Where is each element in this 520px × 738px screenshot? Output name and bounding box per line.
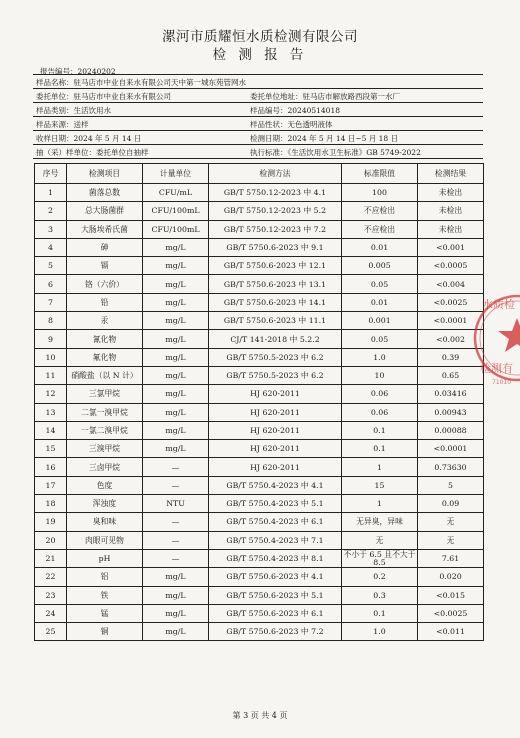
row-limit: 不应检出 [342,202,418,220]
row-result: 0.09 [418,495,484,513]
row-item: 一氯二溴甲烷 [67,421,143,439]
row-index: 20 [35,531,67,549]
row-item: 臭和味 [67,513,143,531]
row-unit: mg/L [143,440,209,458]
row-item: 铬（六价） [67,275,143,293]
row-result: <0.001 [418,238,484,256]
col-header-limit: 标准限值 [342,164,418,184]
col-header-result: 检测结果 [418,164,484,184]
table-row [35,330,484,348]
table-row [35,348,484,366]
row-index: 18 [35,495,67,513]
row-item: 锰 [67,604,143,622]
row-method: GB/T 5750.12-2023 中 4.1 [209,184,342,202]
row-item: 氟化物 [67,348,143,366]
col-header-index: 序号 [35,164,67,184]
row-item: 色度 [67,476,143,494]
info-rule [33,88,483,89]
row-unit: CFU/mL [143,184,209,202]
row-index: 25 [35,623,67,641]
row-result: <0.0005 [418,257,484,275]
table-body [35,184,484,641]
table-row [35,312,484,330]
row-result: 0.020 [418,568,484,586]
row-method: GB/T 5750.6-2023 中 6.1 [209,604,342,622]
table-row [35,403,484,421]
row-result: 无 [418,513,484,531]
row-method: HJ 620-2011 [209,403,342,421]
table-row [35,275,484,293]
row-result: <0.0001 [418,440,484,458]
table-row [35,385,484,403]
svg-text:71010: 71010 [492,379,512,386]
row-result: <0.004 [418,275,484,293]
row-index: 24 [35,604,67,622]
standard: 执行标准：《生活饮用水卫生标准》GB 5749-2022 [250,148,421,157]
row-item: 浑浊度 [67,495,143,513]
sample-source: 样品来源：送样 [36,120,89,129]
row-item: 菌落总数 [67,184,143,202]
row-index: 8 [35,312,67,330]
received-date: 收样日期：2024 年 5 月 14 日 [36,134,142,143]
row-limit: 0.1 [342,604,418,622]
client: 委托单位：驻马店市中业自来水有限公司 [36,92,171,101]
row-method: GB/T 5750.6-2023 中 7.2 [209,623,342,641]
info-rule [33,130,483,131]
row-method: GB/T 5750.6-2023 中 5.1 [209,586,342,604]
row-limit: 0.001 [342,312,418,330]
row-result: <0.015 [418,586,484,604]
row-item: pH [67,549,143,567]
row-unit: — [143,476,209,494]
row-item: 三卤甲烷 [67,458,143,476]
row-result: <0.0025 [418,293,484,311]
row-result: 未检出 [418,184,484,202]
row-index: 10 [35,348,67,366]
info-rule [33,158,483,159]
table-row [35,586,484,604]
row-result: 未检出 [418,202,484,220]
row-index: 21 [35,549,67,567]
row-limit: 10 [342,366,418,384]
row-unit: mg/L [143,348,209,366]
row-item: 肉眼可见物 [67,531,143,549]
sample-number: 样品编号：20240514018 [250,106,340,115]
row-limit: 0.1 [342,421,418,439]
row-limit: 1.0 [342,348,418,366]
row-method: CJ/T 141-2018 中 5.2.2 [209,330,342,348]
sample-type: 样品类别：生活饮用水 [36,106,111,115]
row-unit: CFU/100mL [143,202,209,220]
row-method: GB/T 5750.4-2023 中 5.1 [209,495,342,513]
results-table [34,163,484,641]
table-row [35,549,484,567]
table-row [35,184,484,202]
row-unit: — [143,458,209,476]
row-item: 砷 [67,238,143,256]
table-row [35,458,484,476]
row-index: 23 [35,586,67,604]
info-rule [33,116,483,117]
svg-text:水质检: 水质检 [482,298,515,311]
test-date: 检测日期：2024 年 5 月 14 日~5 月 18 日 [250,134,399,143]
header-rule [33,74,483,75]
row-method: GB/T 5750.6-2023 中 12.1 [209,257,342,275]
row-method: GB/T 5750.4-2023 中 7.1 [209,531,342,549]
row-index: 13 [35,403,67,421]
row-limit: 0.06 [342,403,418,421]
row-item: 汞 [67,312,143,330]
row-limit: 不应检出 [342,220,418,238]
row-limit: 0.06 [342,385,418,403]
row-result: 0.00943 [418,403,484,421]
row-unit: mg/L [143,312,209,330]
table-row [35,238,484,256]
row-unit: mg/L [143,257,209,275]
row-method: HJ 620-2011 [209,385,342,403]
row-item: 铜 [67,623,143,641]
row-unit: mg/L [143,275,209,293]
row-result: 0.73630 [418,458,484,476]
row-method: HJ 620-2011 [209,440,342,458]
row-result: 0.39 [418,348,484,366]
row-method: GB/T 5750.6-2023 中 11.1 [209,312,342,330]
row-unit: — [143,531,209,549]
row-limit: 不小于 6.5 且不大于 8.5 [342,549,418,567]
row-unit: mg/L [143,604,209,622]
row-item: 铅 [67,293,143,311]
row-result: 无 [418,531,484,549]
table-row [35,202,484,220]
row-index: 4 [35,238,67,256]
sample-name: 样品名称：驻马店市中业自来水有限公司天中第一城东苑管网水 [36,78,246,87]
table-row [35,568,484,586]
row-item: 镉 [67,257,143,275]
table-row [35,257,484,275]
row-result: 0.03416 [418,385,484,403]
row-index: 11 [35,366,67,384]
row-index: 12 [35,385,67,403]
row-result: 7.61 [418,549,484,567]
table-row [35,440,484,458]
row-limit: 无 [342,531,418,549]
doc-title: 检 测 报 告 [212,47,308,63]
row-method: HJ 620-2011 [209,421,342,439]
row-index: 17 [35,476,67,494]
row-limit: 无异臭，异味 [342,513,418,531]
row-index: 14 [35,421,67,439]
row-unit: mg/L [143,568,209,586]
row-index: 9 [35,330,67,348]
col-header-unit: 计量单位 [143,164,209,184]
row-unit: mg/L [143,238,209,256]
row-item: 铁 [67,586,143,604]
sample-property: 样品性状：无色透明液体 [250,120,333,129]
table-row [35,293,484,311]
row-method: GB/T 5750.6-2023 中 13.1 [209,275,342,293]
row-method: GB/T 5750.6-2023 中 9.1 [209,238,342,256]
row-limit: 0.1 [342,440,418,458]
row-limit: 1.0 [342,623,418,641]
row-limit: 0.01 [342,238,418,256]
info-rule [33,144,483,145]
table-row [35,476,484,494]
report-number: 报告编号：20240202 [40,67,116,76]
row-unit: mg/L [143,330,209,348]
row-unit: — [143,549,209,567]
row-unit: mg/L [143,293,209,311]
table-row [35,421,484,439]
page-number: 第 3 页 共 4 页 [232,711,288,720]
row-item: 硝酸盐（以 N 计） [67,366,143,384]
row-result: 0.65 [418,366,484,384]
row-result: <0.0025 [418,604,484,622]
row-unit: mg/L [143,366,209,384]
row-result: <0.002 [418,330,484,348]
row-result: <0.0001 [418,312,484,330]
row-item: 大肠埃希氏菌 [67,220,143,238]
row-method: GB/T 5750.4-2023 中 8.1 [209,549,342,567]
table-row [35,604,484,622]
table-row [35,495,484,513]
table-row [35,366,484,384]
row-limit: 1 [342,495,418,513]
row-unit: NTU [143,495,209,513]
row-index: 22 [35,568,67,586]
row-index: 3 [35,220,67,238]
table-row [35,531,484,549]
table-row [35,220,484,238]
seal-star-icon [498,318,520,352]
row-item: 总大肠菌群 [67,202,143,220]
row-index: 5 [35,257,67,275]
row-limit: 100 [342,184,418,202]
row-item: 铝 [67,568,143,586]
row-index: 15 [35,440,67,458]
row-method: GB/T 5750.4-2023 中 6.1 [209,513,342,531]
row-result: 0.00088 [418,421,484,439]
row-unit: mg/L [143,403,209,421]
row-result: <0.011 [418,623,484,641]
row-item: 三氯甲烷 [67,385,143,403]
row-item: 二氯一溴甲烷 [67,403,143,421]
row-limit: 0.05 [342,275,418,293]
row-limit: 0.01 [342,293,418,311]
row-method: GB/T 5750.12-2023 中 7.2 [209,220,342,238]
table-row [35,513,484,531]
row-method: GB/T 5750.5-2023 中 6.2 [209,348,342,366]
row-unit: mg/L [143,586,209,604]
row-limit: 15 [342,476,418,494]
col-header-item: 检测项目 [67,164,143,184]
row-method: GB/T 5750.5-2023 中 6.2 [209,366,342,384]
row-unit: mg/L [143,421,209,439]
org-title: 漯河市质耀恒水质检测有限公司 [162,29,358,45]
row-item: 三溴甲烷 [67,440,143,458]
row-method: GB/T 5750.6-2023 中 4.1 [209,568,342,586]
row-method: GB/T 5750.12-2023 中 5.2 [209,202,342,220]
table-header-row [35,164,484,184]
row-limit: 0.05 [342,330,418,348]
row-index: 6 [35,275,67,293]
client-address: 委托单位地址：驻马店市解放路西段第一水厂 [250,92,400,101]
row-item: 氰化物 [67,330,143,348]
row-index: 19 [35,513,67,531]
row-index: 1 [35,184,67,202]
col-header-method: 检测方法 [209,164,342,184]
row-method: HJ 620-2011 [209,458,342,476]
row-limit: 0.2 [342,568,418,586]
row-limit: 0.005 [342,257,418,275]
table-row [35,623,484,641]
row-limit: 0.3 [342,586,418,604]
svg-text:检测有: 检测有 [480,362,513,375]
sampling-unit: 抽（采）样单位：委托单位自抽样 [36,148,149,157]
row-limit: 1 [342,458,418,476]
row-result: 5 [418,476,484,494]
row-unit: mg/L [143,385,209,403]
row-method: GB/T 5750.6-2023 中 14.1 [209,293,342,311]
row-index: 16 [35,458,67,476]
row-unit: mg/L [143,623,209,641]
row-method: GB/T 5750.4-2023 中 4.1 [209,476,342,494]
row-index: 2 [35,202,67,220]
row-unit: CFU/100mL [143,220,209,238]
row-result: 未检出 [418,220,484,238]
row-unit: — [143,513,209,531]
info-rule [33,102,483,103]
row-index: 7 [35,293,67,311]
